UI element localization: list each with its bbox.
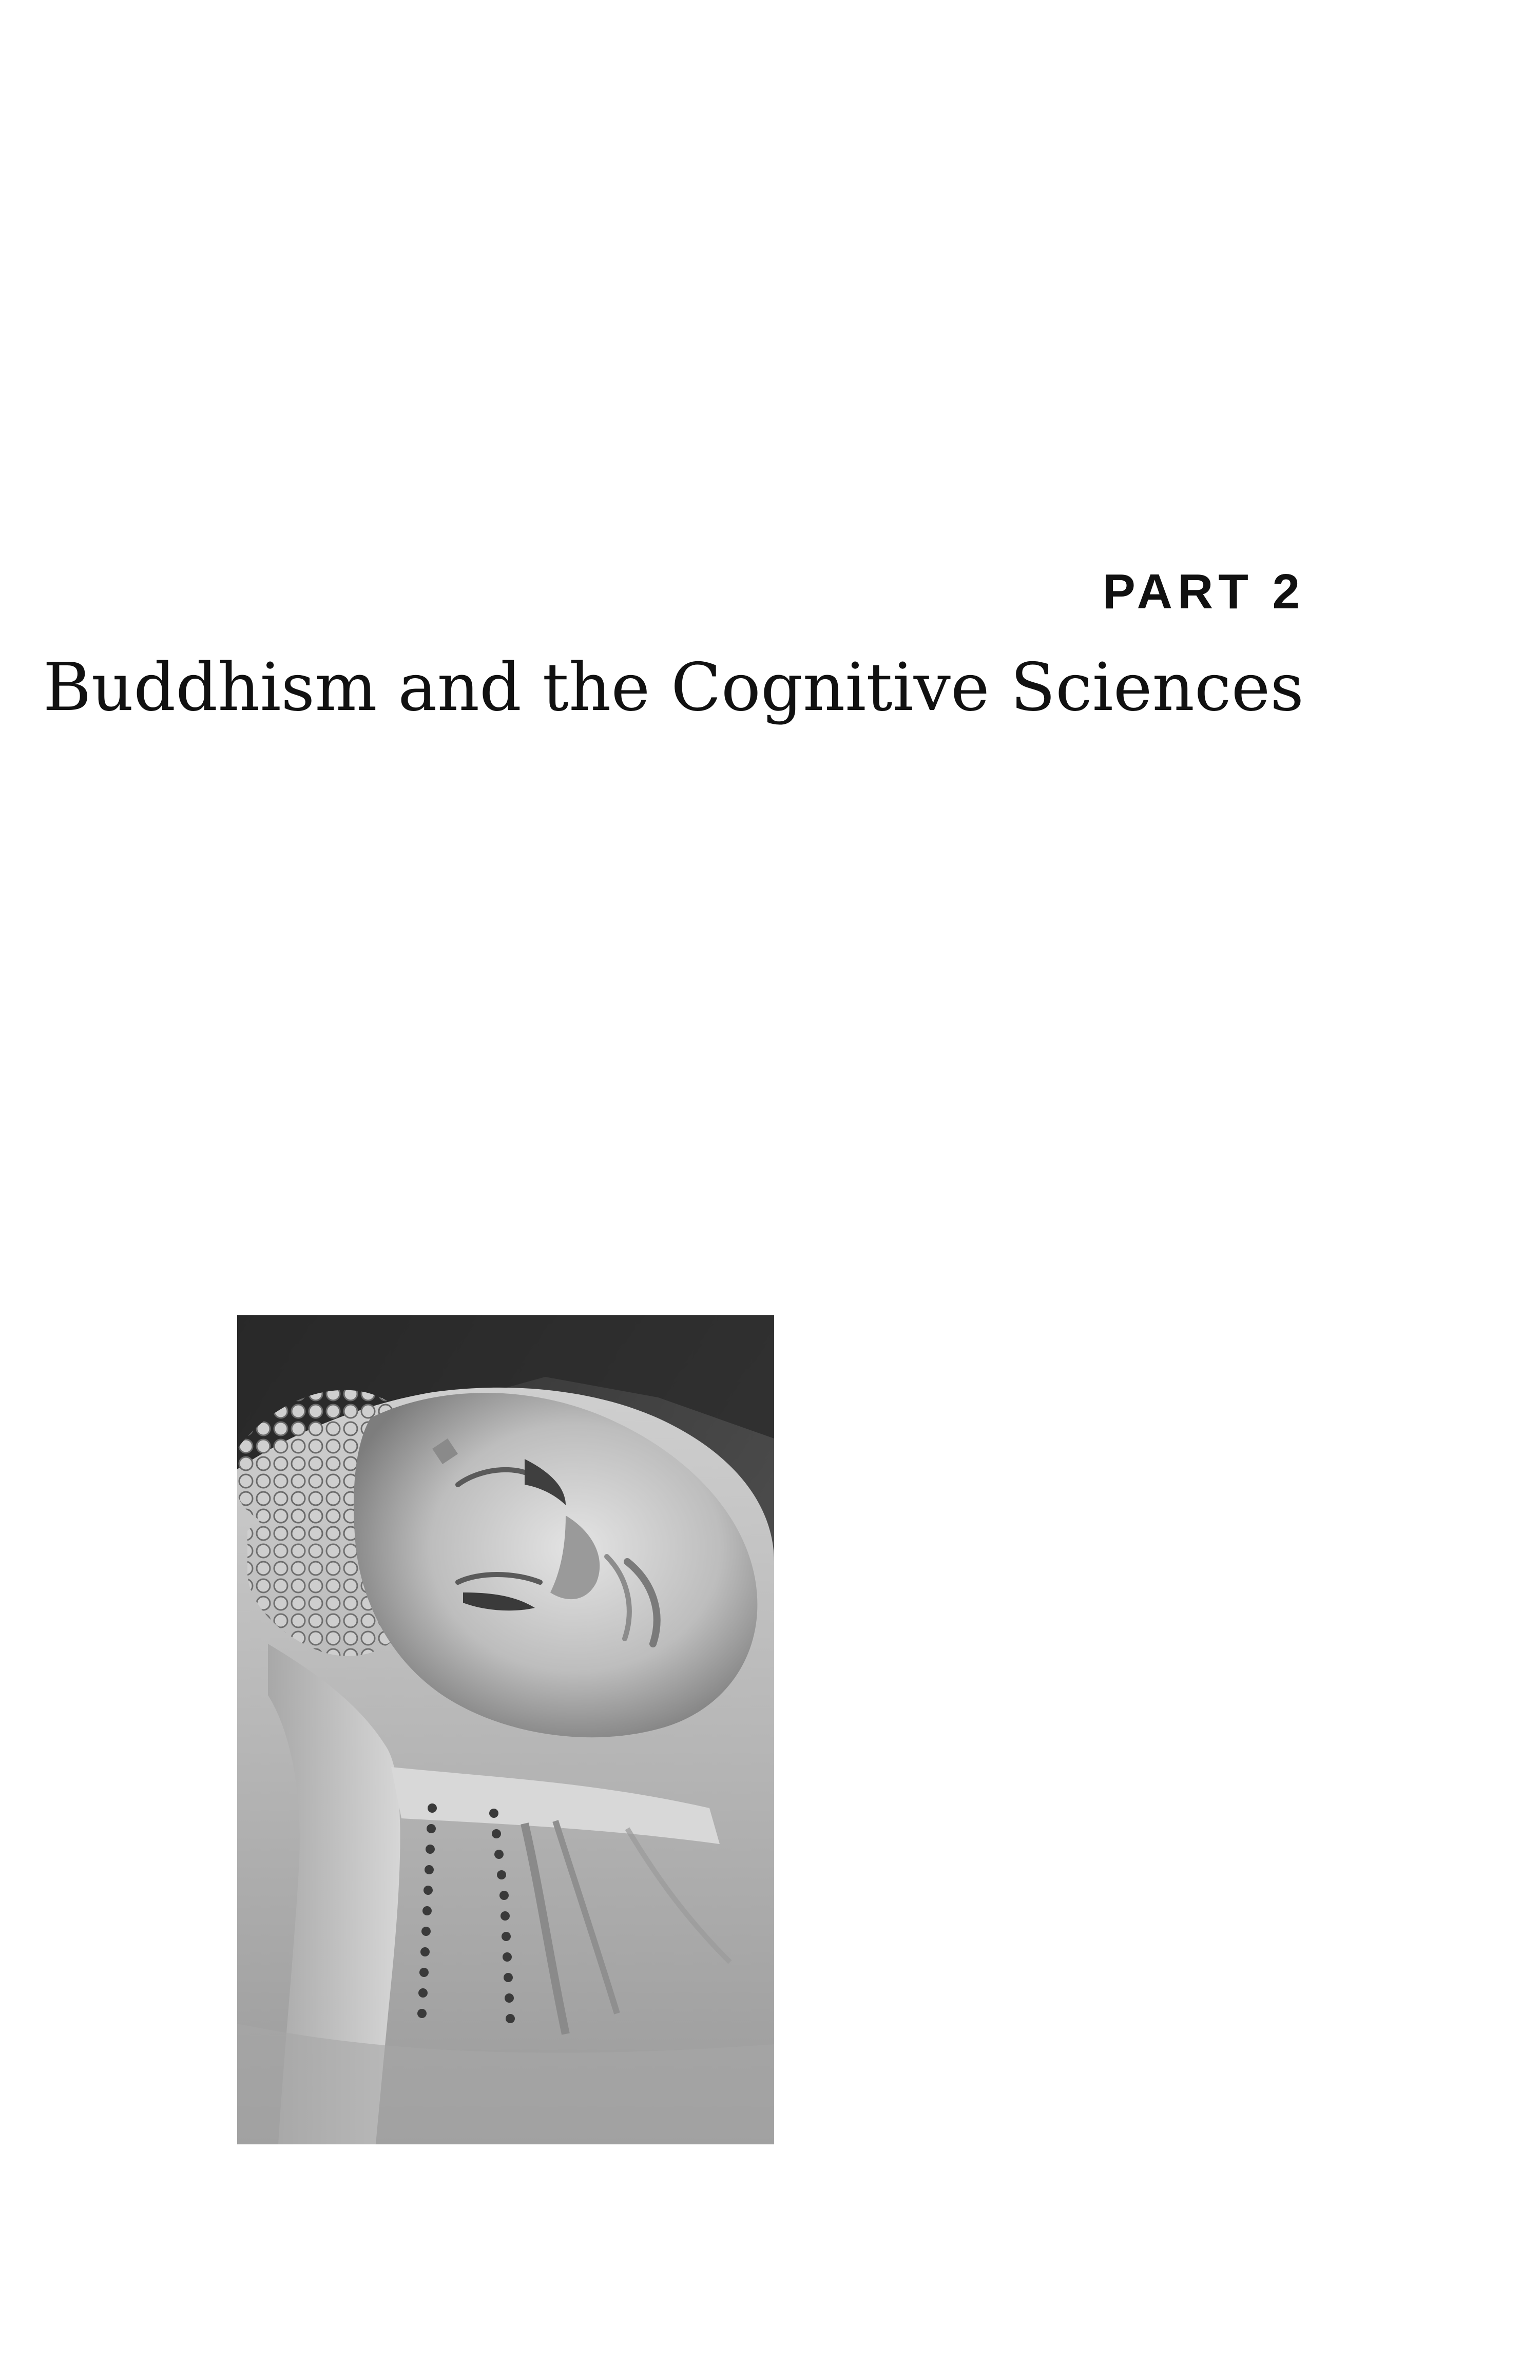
part-label: PART 2 (1102, 564, 1305, 619)
buddha-photo (237, 1315, 774, 2144)
part-title: Buddhism and the Cognitive Sciences (43, 649, 1304, 726)
buddha-illustration (237, 1315, 774, 2144)
